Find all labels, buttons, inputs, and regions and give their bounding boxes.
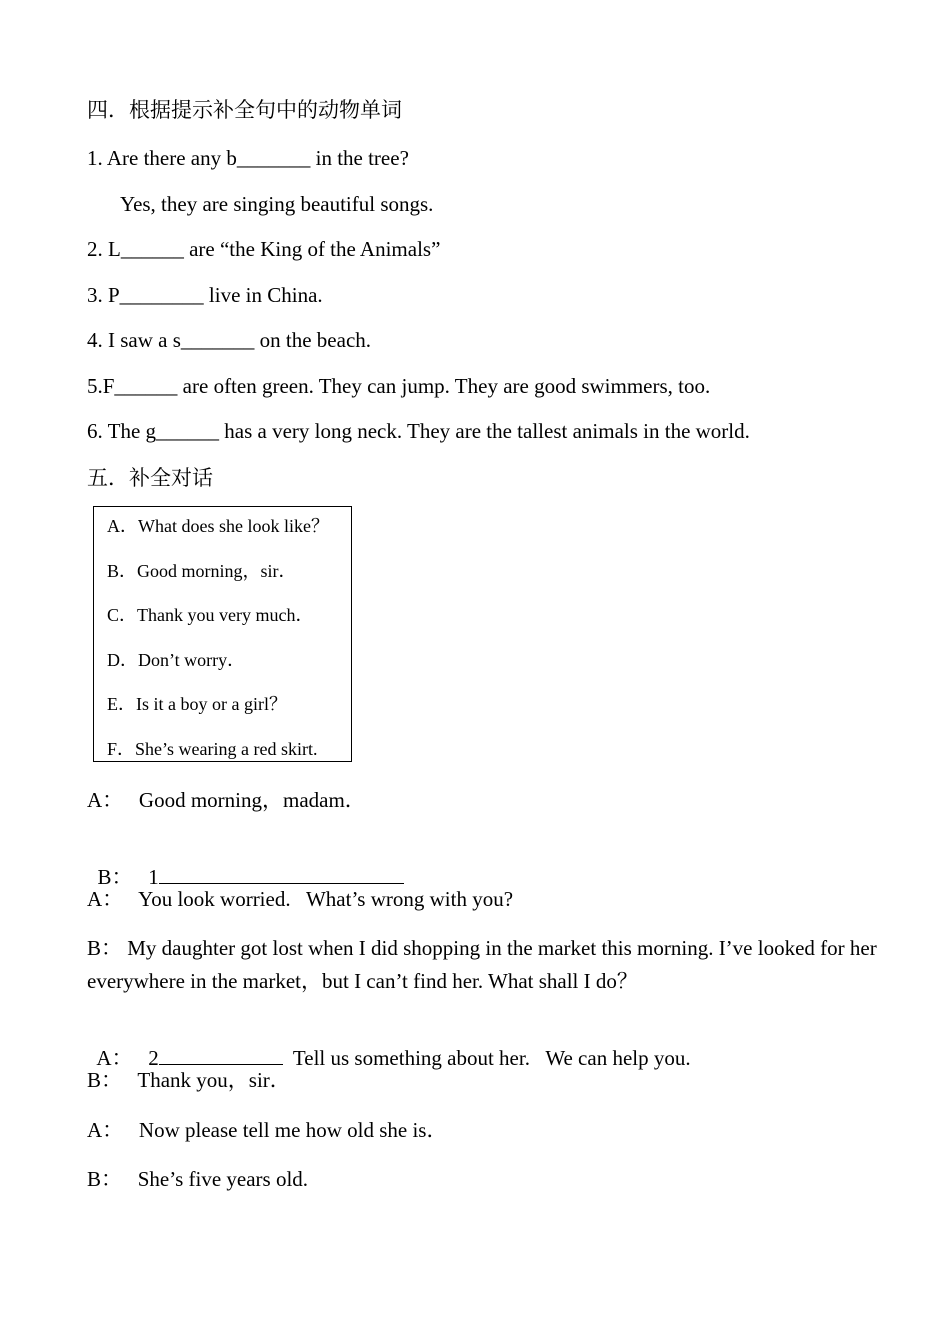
option-b: B．Good morning，sir．: [107, 561, 297, 581]
question-4: 4. I saw a s_______ on the beach.: [87, 328, 372, 352]
section-4-heading: 四．根据提示补全句中的动物单词: [87, 98, 402, 122]
dialogue-line-5-prefix: A： 2: [96, 1046, 159, 1070]
answer-blank-2[interactable]: [159, 1044, 283, 1065]
option-d: D．Don’t worry．: [107, 650, 246, 670]
option-a: A．What does she look like？: [107, 516, 329, 536]
dialogue-line-5: [87, 1018, 691, 1071]
dialogue-line-6: B： Thank you，sir．: [87, 1068, 291, 1092]
dialogue-line-3: A： You look worried. What’s wrong with you?: [87, 887, 514, 911]
options-box: [93, 506, 352, 762]
question-3: 3. P________ live in China.: [87, 283, 323, 307]
question-6: 6. The g______ has a very long neck. They are the tallest animals in the world.: [87, 419, 750, 443]
dialogue-line-4: B： My daughter got lost when I did shopping in the market this morning. I’ve looked for her everywhere in the market，but I can’t find her. What shall I do？: [87, 936, 877, 993]
question-1-answer: Yes, they are singing beautiful songs.: [120, 192, 434, 216]
option-c: C．Thank you very much．: [107, 605, 314, 625]
answer-blank-1[interactable]: [159, 863, 404, 884]
dialogue-line-7: A： Now please tell me how old she is．: [87, 1118, 448, 1142]
dialogue-line-1: A： Good morning，madam．: [87, 788, 366, 812]
dialogue-line-2: [87, 837, 404, 890]
dialogue-line-2-text: B： 1: [97, 865, 159, 889]
option-f: F．She’s wearing a red skirt.: [107, 739, 318, 759]
question-2: 2. L______ are “the King of the Animals”: [87, 237, 441, 261]
section-5-heading: 五．补全对话: [87, 466, 213, 490]
question-1: 1. Are there any b_______ in the tree?: [87, 146, 409, 170]
dialogue-line-5-suffix: Tell us something about her. We can help you.: [282, 1046, 691, 1070]
question-5: 5.F______ are often green. They can jump. They are good swimmers, too.: [87, 374, 711, 398]
option-e: E．Is it a boy or a girl？: [107, 694, 287, 714]
dialogue-line-8: B： She’s five years old.: [87, 1167, 309, 1191]
